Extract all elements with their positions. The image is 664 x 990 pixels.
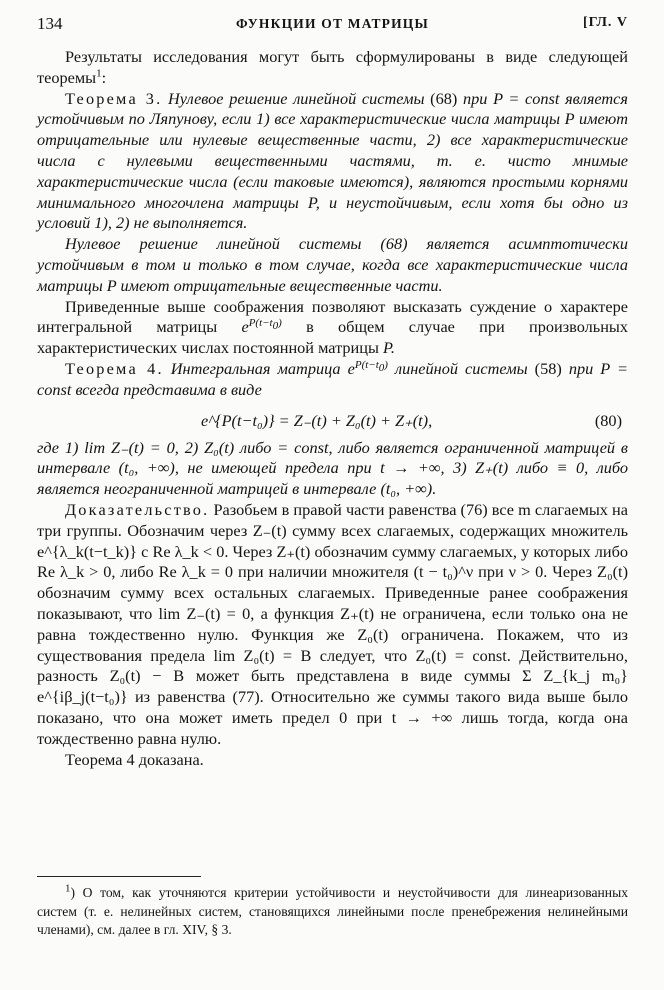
running-header <box>37 14 628 36</box>
equation-number: (80) <box>594 410 622 430</box>
page-number: 134 <box>37 14 63 33</box>
paragraph-intro <box>37 47 628 89</box>
footnote-divider <box>37 876 201 877</box>
reasoning-text-a: Приведенные выше соображения позволяют высказать суждение о характере интегральной матрицы <box>37 296 628 337</box>
proof-text: Разобьем в правой части равенства (76) все m слагаемых на три группы. Обозначим через Z₋(t) сумму всех слагаемых, содержащих множитель e^{λ_k(t−t_k)} с Re λ_k < 0. Через Z₊(t) обозначим сумму слагаемых, у которых либо Re λ_k > 0, либо Re λ_k = 0 при наличии множителя (t − t₀)^ν при ν > 0. Через Z₀(t) обозначим сумму всех остальных слагаемых. Приведенные ранее соображения показывают, что lim Z₋(t) = 0, а функция Z₊(t) не ограничена, если только она не равна тождественно нулю. Функция же Z₀(t) ограничена. Покажем, что из существования предела lim Z₀(t) = B следует, что Z₀(t) = const. Действительно, разность Z₀(t) − B может быть представлена в виде суммы Σ Z_{k_j m₀} e^{iβ_j(t−t₀)} из равенства (77). Относительно же суммы такого вида выше было показано, что она может иметь предел 0 при t → +∞ лишь тогда, когда она тождественно равна нулю. <box>37 499 628 748</box>
theorem-4-label: Теорема 4. <box>65 358 164 378</box>
theorem-4-text-b: линейной системы <box>394 358 528 378</box>
paragraph-reasoning <box>37 297 628 359</box>
chapter-label: [ГЛ. V <box>583 15 628 30</box>
footnote-text: ) О том, как уточняются критерии устойчивости и неустойчивости для линеаризованных систем (т. е. нелинейных систем, становящихся линейными после пренебрежения нелинейными членами), см. далее в гл. XIV, § 3. <box>37 885 628 937</box>
intro-end: : <box>101 67 107 87</box>
theorem-3-text-a: Нулевое решение линейной системы <box>168 88 425 108</box>
equation-80 <box>37 404 628 438</box>
theorem-4-expr: $e^{P(t-t_0)}$ <box>347 358 388 378</box>
theorem-4-conditions: где 1) lim Z₋(t) = 0, 2) Z₀(t) либо = const, либо является ограниченной матрицей в интервале (t₀, +∞), не имеющей предела при t → +∞, 3) Z₊(t) либо ≡ 0, либо является неограниченной матрицей в интервале (t₀, +∞). <box>37 437 628 499</box>
theorem-3-pconst: P = const <box>493 88 560 108</box>
footnote <box>37 884 628 940</box>
theorem-4-text-c: при <box>568 358 594 378</box>
theorem-3-label: Теорема 3. <box>65 88 163 108</box>
theorem-3-text-c: является устойчивым по Ляпунову, если 1) все характеристические числа матрицы P имеют отрицательные или нулевые вещественные части, 2) все характеристические числа с нулевыми вещественными частями, т. е. чисто мнимые характеристические числа (если таковые имеются), являются простыми корнями минимального многочлена матрицы P, и неустойчивым, если хотя бы одно из условий 1), 2) не выполняется. <box>37 88 628 233</box>
footnote-ref[interactable]: 1 <box>96 67 102 80</box>
reasoning-text-c: P. <box>382 338 395 358</box>
proof <box>37 500 628 750</box>
equation-expression: e^{P(t−t₀)} = Z₋(t) + Z₀(t) + Z₊(t), <box>201 410 433 430</box>
proof-end: Теорема 4 доказана. <box>65 749 204 769</box>
running-title: ФУНКЦИИ ОТ МАТРИЦЫ <box>236 16 429 31</box>
theorem-4-ref: (58) <box>534 358 562 378</box>
proof-label: Доказательство. <box>65 499 210 519</box>
theorem-4-pconst: P = const <box>37 358 628 399</box>
theorem-3-asymptotic: Нулевое решение линейной системы (68) является асимптотически устойчивым в том и только в том случае, когда все характеристические числа матрицы P имеют отрицательные вещественные части. <box>37 234 628 295</box>
integral-matrix-expr: $e^{P(t-t_0)}$ <box>241 316 282 337</box>
theorem-4-text-a: Интегральная матрица <box>170 358 341 378</box>
theorem-3 <box>37 89 628 235</box>
footnote-mark: 1 <box>65 882 71 895</box>
reasoning-text-b: в общем случае при произвольных характеристических числах постоянной матрицы <box>37 317 628 358</box>
theorem-4 <box>37 359 628 401</box>
main-text <box>37 47 628 770</box>
theorem-3-ref: (68) <box>430 88 458 108</box>
theorem-4-text-d: всегда представима в виде <box>75 379 262 399</box>
intro-text: Результаты исследования могут быть сформулированы в виде следующей теоремы <box>37 47 628 87</box>
theorem-3-text-b: при <box>462 88 488 108</box>
